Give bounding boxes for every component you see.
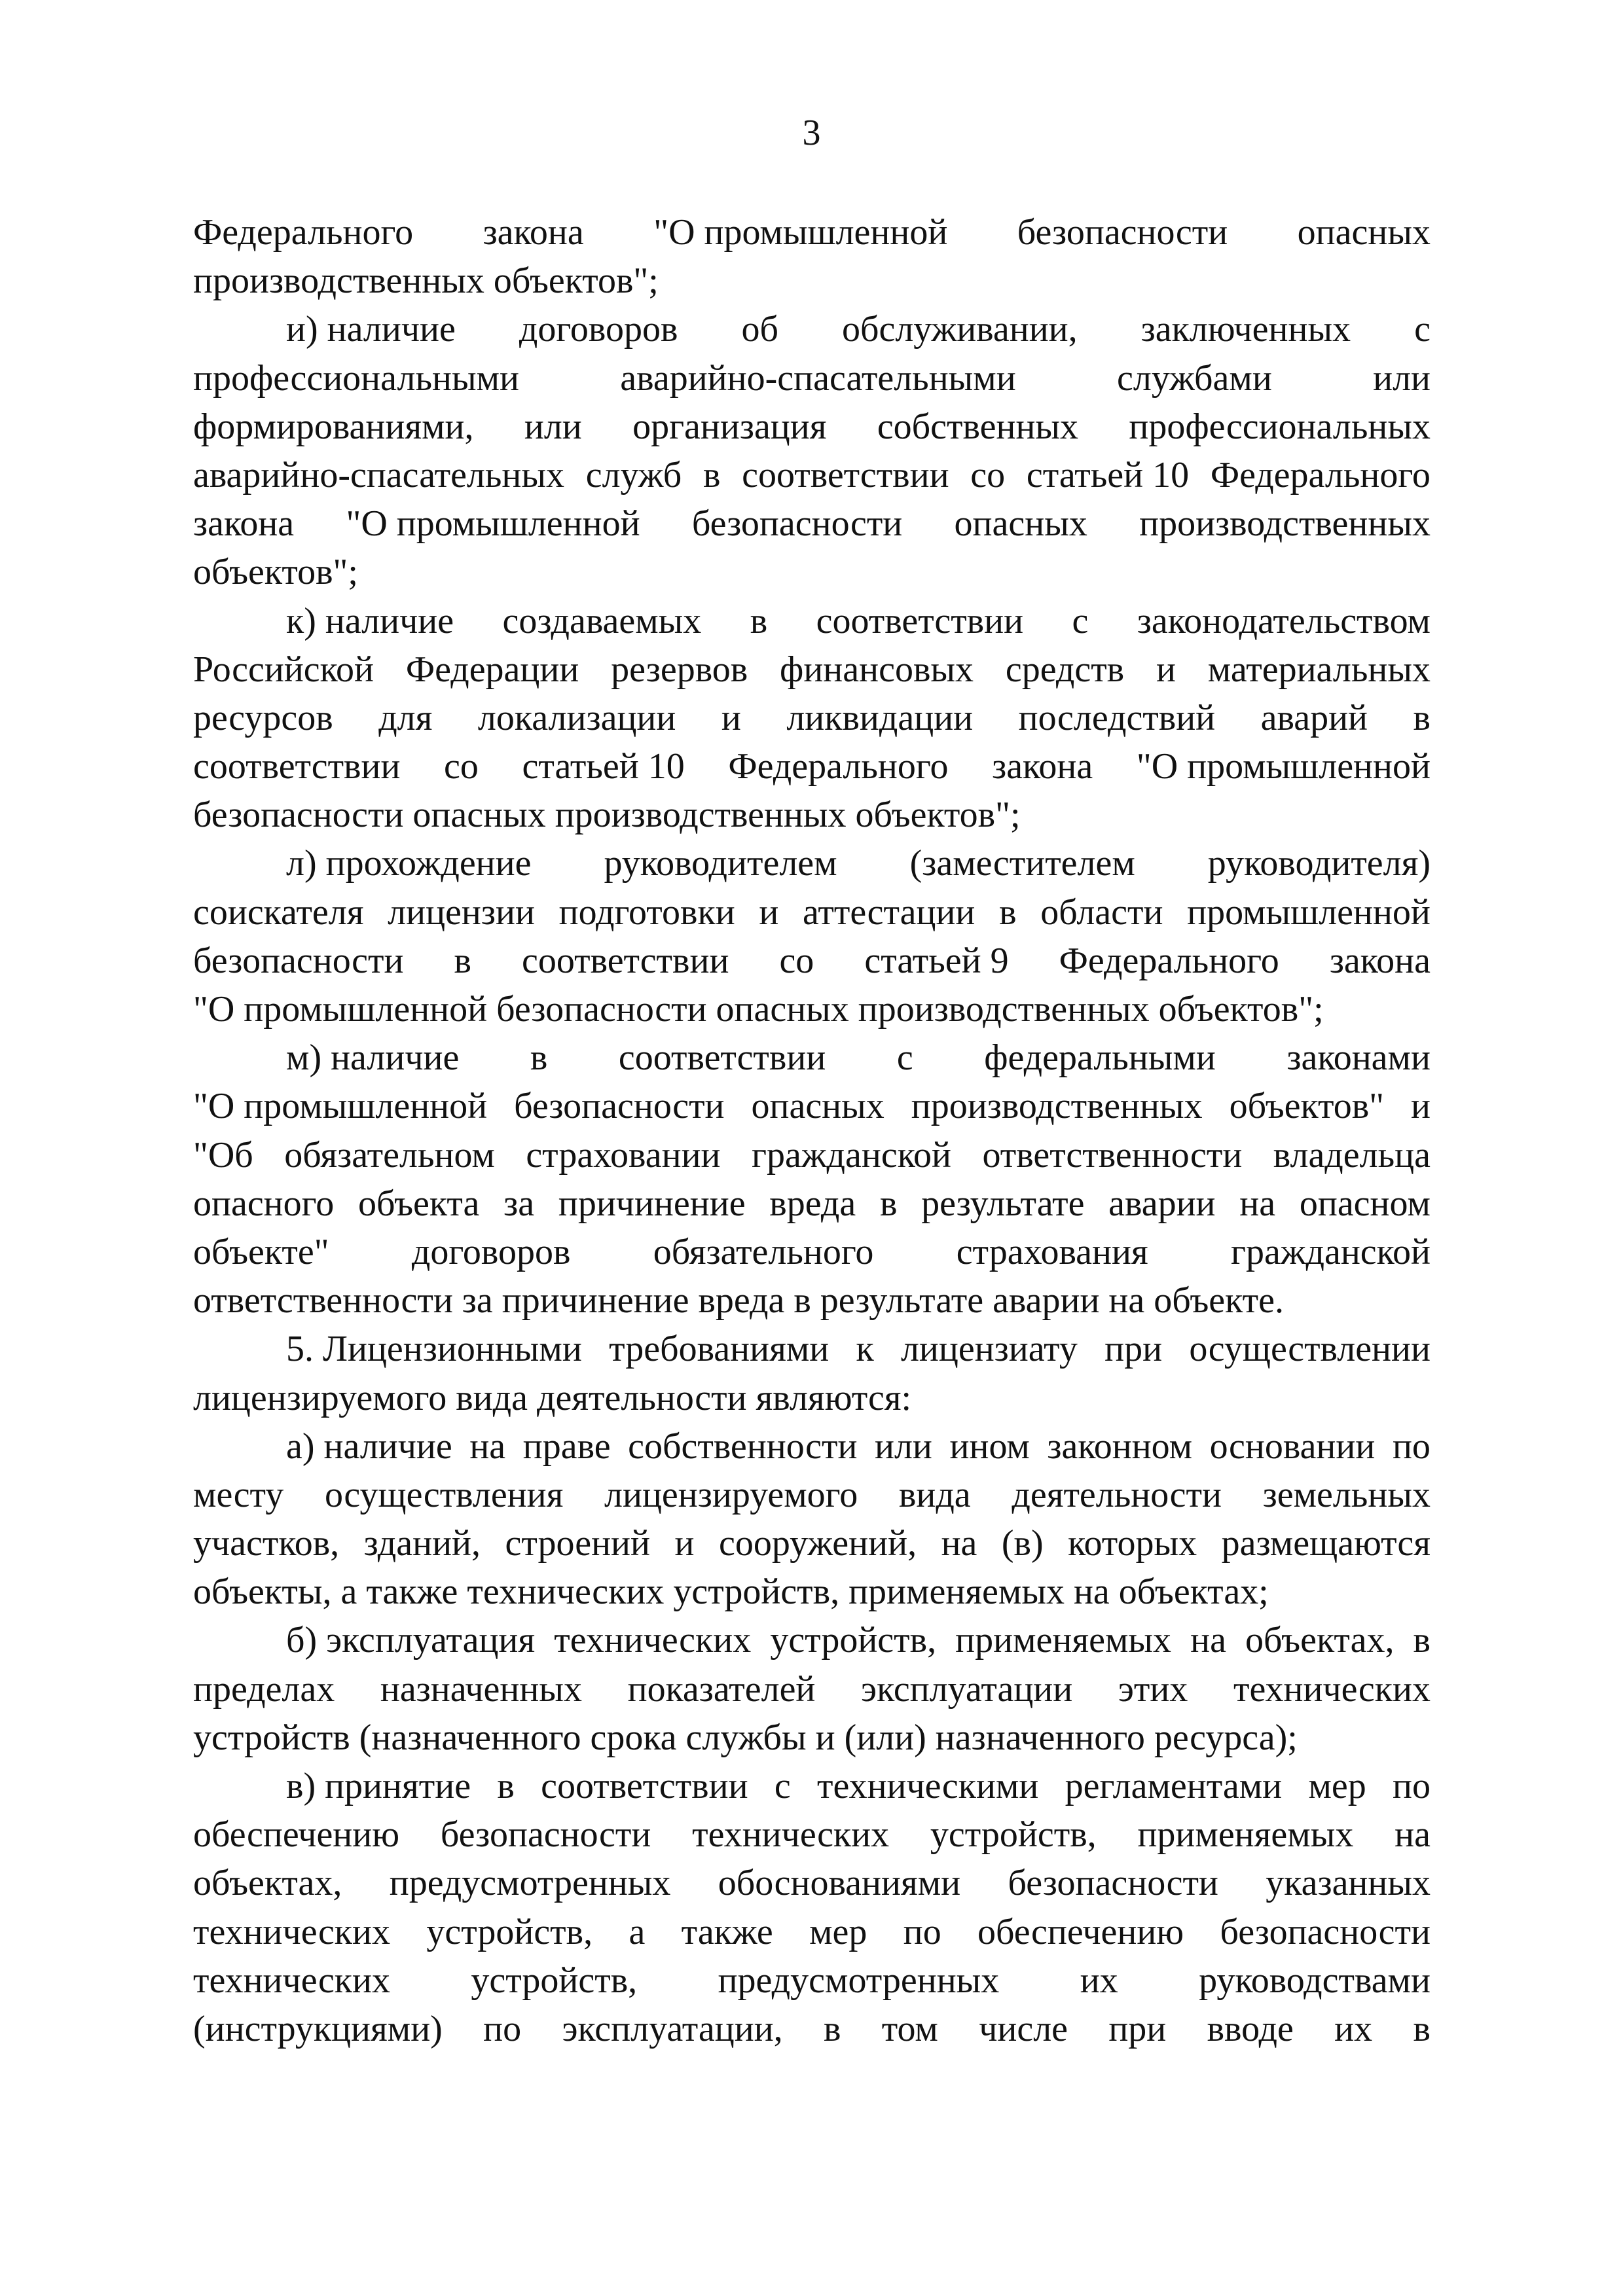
text-segment: устройств (назначенного срока службы и (или) назначенного ресурса);: [193, 1717, 1298, 1758]
text-segment: вида: [898, 1474, 971, 1515]
text-segment: устройств,: [471, 1960, 638, 2001]
text-line: [193, 1179, 1431, 1228]
text-segment: технических: [1233, 1668, 1431, 1710]
text-line: [193, 305, 1431, 353]
text-segment: предусмотренных: [718, 1960, 1000, 2001]
text-segment: результате: [921, 1183, 1085, 1224]
text-segment: опасных: [751, 1086, 884, 1127]
text-segment: резервов: [611, 649, 748, 690]
text-line: [193, 354, 1431, 403]
text-segment: безопасности: [193, 940, 404, 981]
text-segment: безопасности: [691, 503, 903, 545]
text-segment: обслуживании,: [841, 309, 1078, 350]
text-segment: безопасности: [1220, 1911, 1431, 1952]
text-segment: средств: [1005, 649, 1125, 690]
text-segment: лицензируемого: [604, 1474, 858, 1515]
text-segment: аварийно-спасательных: [193, 454, 564, 495]
text-line: [193, 1762, 1431, 1810]
text-segment: в: [823, 2008, 841, 2049]
text-segment: показателей: [627, 1668, 816, 1710]
text-segment: по: [483, 2008, 522, 2049]
text-segment: профессиональными: [193, 357, 519, 399]
text-line: [193, 548, 1431, 596]
text-segment: том: [881, 2008, 938, 2049]
text-segment: л) прохождение: [286, 843, 532, 884]
text-line: [193, 2005, 1431, 2053]
text-segment: организация: [632, 406, 827, 447]
text-segment: технических: [554, 1620, 752, 1661]
text-segment: или: [1373, 357, 1431, 399]
text-segment: размещаются: [1221, 1523, 1431, 1564]
text-segment: (заместителем: [909, 843, 1135, 884]
text-segment: объектов";: [193, 552, 358, 593]
text-line: [193, 1033, 1431, 1082]
text-segment: со: [779, 940, 814, 981]
text-segment: соответствии: [742, 454, 949, 495]
text-segment: производственных: [911, 1086, 1203, 1127]
text-line: [193, 597, 1431, 645]
text-segment: производственных объектов";: [193, 260, 659, 302]
page-number: 3: [802, 113, 821, 153]
text-segment: закона: [1329, 940, 1431, 981]
text-line: [193, 1859, 1431, 1907]
text-segment: ресурсов: [193, 697, 333, 738]
text-line: [193, 1810, 1431, 1859]
text-segment: мер: [809, 1911, 867, 1952]
text-segment: страховании: [526, 1134, 721, 1175]
text-segment: за: [503, 1183, 535, 1224]
text-segment: объекты, а также технических устройств, применяемых на объектах;: [193, 1571, 1269, 1613]
text-segment: указанных: [1266, 1863, 1431, 1904]
text-segment: обязательного: [653, 1231, 874, 1272]
text-segment: служб: [585, 454, 682, 495]
text-segment: руководителем: [604, 843, 837, 884]
text-segment: деятельности: [1012, 1474, 1222, 1515]
text-segment: с: [1414, 309, 1431, 350]
text-segment: страхования: [956, 1231, 1148, 1272]
text-segment: осуществлении: [1189, 1329, 1431, 1370]
text-segment: устройств,: [770, 1620, 937, 1661]
text-segment: ответственности: [982, 1134, 1243, 1175]
text-segment: профессиональных: [1129, 406, 1431, 447]
text-segment: Федерального: [193, 212, 414, 253]
text-segment: в: [702, 454, 721, 495]
text-line: [193, 451, 1431, 499]
text-segment: соответствии: [193, 746, 401, 787]
text-segment: соответствии: [618, 1037, 826, 1079]
text-segment: б) эксплуатация: [286, 1620, 536, 1661]
text-segment: статьей 9: [864, 940, 1009, 981]
text-line: [193, 1422, 1431, 1471]
text-segment: и: [1156, 649, 1176, 690]
text-segment: месту: [193, 1474, 284, 1515]
text-segment: области: [1040, 891, 1163, 933]
text-segment: последствий: [1018, 697, 1216, 738]
text-segment: строений: [505, 1523, 650, 1564]
text-segment: формированиями,: [193, 406, 474, 447]
text-segment: числе: [979, 2008, 1068, 2049]
text-segment: этих: [1118, 1668, 1188, 1710]
text-segment: также: [681, 1911, 773, 1952]
text-segment: в: [497, 1766, 515, 1806]
text-segment: в: [530, 1037, 548, 1079]
text-segment: технических: [193, 1911, 390, 1952]
text-segment: соответствии: [816, 600, 1024, 641]
text-segment: законами: [1286, 1037, 1431, 1079]
text-segment: обеспечению: [193, 1814, 400, 1856]
text-segment: локализации: [477, 697, 676, 738]
text-segment: к) наличие: [286, 600, 454, 641]
text-segment: безопасности: [1017, 212, 1228, 253]
text-segment: по: [1393, 1766, 1431, 1806]
text-segment: "О промышленной: [346, 503, 640, 545]
text-line: [193, 1325, 1431, 1373]
text-segment: "О промышленной: [653, 212, 948, 253]
text-segment: аттестации: [803, 891, 976, 933]
text-segment: опасном: [1299, 1183, 1431, 1224]
text-segment: их: [1334, 2008, 1373, 2049]
text-segment: Федерального: [1059, 940, 1279, 981]
text-segment: или: [875, 1426, 932, 1467]
text-segment: техническими: [816, 1766, 1039, 1806]
text-segment: мер: [1308, 1766, 1366, 1806]
text-segment: на: [941, 1523, 977, 1564]
text-segment: (инструкциями): [193, 2008, 443, 2049]
text-segment: лицензии: [388, 891, 535, 933]
text-segment: закона: [992, 746, 1093, 787]
text-segment: вводе: [1207, 2008, 1294, 2049]
text-segment: опасных: [1297, 212, 1431, 253]
text-segment: в: [454, 940, 471, 981]
text-segment: в: [999, 891, 1017, 933]
text-segment: регламентами: [1065, 1766, 1283, 1806]
text-segment: владельца: [1273, 1134, 1431, 1175]
text-segment: объектах,: [193, 1863, 342, 1904]
text-segment: зданий,: [363, 1523, 481, 1564]
text-segment: со: [444, 746, 479, 787]
text-line: [193, 499, 1431, 548]
text-segment: вреда: [769, 1183, 856, 1224]
text-segment: на: [469, 1426, 506, 1467]
text-segment: безопасности: [1008, 1863, 1218, 1904]
text-segment: руководствами: [1199, 1960, 1431, 2001]
text-segment: ином: [949, 1426, 1030, 1467]
text-segment: материальных: [1207, 649, 1431, 690]
text-segment: эксплуатации,: [562, 2008, 783, 2049]
text-segment: об: [741, 309, 778, 350]
text-segment: соответствии: [521, 940, 729, 981]
text-segment: в: [1413, 697, 1431, 738]
text-segment: лицензируемого вида деятельности являются:: [193, 1377, 912, 1418]
text-line: [193, 985, 1431, 1033]
text-segment: для: [378, 697, 433, 738]
text-segment: опасного: [193, 1183, 335, 1224]
text-segment: и: [1411, 1086, 1431, 1127]
text-segment: Федерального: [1210, 454, 1431, 495]
text-segment: создаваемых: [502, 600, 702, 641]
text-segment: аварий: [1260, 697, 1368, 738]
text-segment: предусмотренных: [389, 1863, 671, 1904]
text-line: [193, 742, 1431, 791]
text-segment: производственных: [1139, 503, 1431, 545]
text-line: [193, 1908, 1431, 1956]
text-line: [193, 1082, 1431, 1130]
document-body: [193, 208, 1431, 2053]
text-segment: со: [970, 454, 1006, 495]
text-line: [193, 1374, 1431, 1422]
text-segment: с: [1072, 600, 1089, 641]
text-segment: обязательном: [284, 1134, 495, 1175]
text-segment: сооружений,: [718, 1523, 917, 1564]
text-segment: ответственности за причинение вреда в результате аварии на объекте.: [193, 1280, 1284, 1321]
text-segment: и) наличие: [286, 309, 456, 350]
text-segment: по: [1392, 1426, 1431, 1467]
text-line: [193, 937, 1431, 985]
text-segment: аварии: [1108, 1183, 1216, 1224]
text-segment: устройств,: [930, 1814, 1097, 1856]
text-segment: гражданской: [1230, 1231, 1431, 1272]
text-segment: или: [524, 406, 582, 447]
text-segment: промышленной: [1187, 891, 1431, 933]
text-segment: и: [759, 891, 779, 933]
text-line: [193, 694, 1431, 742]
text-segment: соответствии: [541, 1766, 748, 1806]
text-segment: финансовых: [780, 649, 974, 690]
text-segment: при: [1108, 2008, 1167, 2049]
text-line: [193, 208, 1431, 257]
text-segment: законодательством: [1137, 600, 1431, 641]
text-segment: пределах: [193, 1668, 335, 1710]
text-segment: объектов": [1229, 1086, 1385, 1127]
text-segment: в) принятие: [286, 1766, 471, 1806]
text-line: [193, 1519, 1431, 1568]
text-segment: статьей 10: [1026, 454, 1190, 495]
text-segment: Федерального: [728, 746, 949, 787]
text-segment: гражданской: [752, 1134, 952, 1175]
text-segment: собственных: [877, 406, 1079, 447]
text-segment: с: [896, 1037, 913, 1079]
text-line: [193, 888, 1431, 937]
text-segment: технических: [692, 1814, 890, 1856]
text-segment: а) наличие: [286, 1426, 452, 1467]
text-segment: и: [674, 1523, 695, 1564]
text-segment: в: [879, 1183, 898, 1224]
text-segment: в: [1413, 2008, 1431, 2049]
text-segment: Российской: [193, 649, 374, 690]
text-segment: применяемых: [1137, 1814, 1354, 1856]
text-line: [193, 1471, 1431, 1519]
text-segment: осуществления: [324, 1474, 564, 1515]
text-segment: причинение: [558, 1183, 746, 1224]
text-segment: эксплуатации: [861, 1668, 1073, 1710]
text-line: [193, 791, 1431, 839]
text-segment: договоров: [519, 309, 678, 350]
text-line: [193, 1568, 1431, 1616]
text-segment: договоров: [411, 1231, 571, 1272]
text-line: [193, 645, 1431, 694]
text-segment: с: [774, 1766, 791, 1806]
text-segment: объекта: [357, 1183, 480, 1224]
text-segment: "Об: [193, 1134, 253, 1175]
text-line: [193, 403, 1431, 451]
text-segment: "О промышленной: [193, 1086, 488, 1127]
text-segment: м) наличие: [286, 1037, 460, 1079]
text-segment: требованиями: [609, 1329, 830, 1370]
text-segment: объектах,: [1245, 1620, 1395, 1661]
text-segment: заключенных: [1140, 309, 1351, 350]
text-line: [193, 1956, 1431, 2005]
text-segment: в: [1413, 1620, 1431, 1661]
text-segment: подготовки: [558, 891, 735, 933]
text-segment: 5. Лицензионными: [286, 1329, 582, 1370]
text-segment: объекте": [193, 1231, 329, 1272]
text-segment: соискателя: [193, 891, 364, 933]
text-segment: закона: [193, 503, 295, 545]
text-segment: "О промышленной безопасности опасных производственных объектов";: [193, 989, 1324, 1030]
text-line: [193, 257, 1431, 305]
text-segment: статьей 10: [522, 746, 685, 787]
text-segment: к: [856, 1329, 874, 1370]
text-line: [193, 1131, 1431, 1179]
text-segment: ликвидации: [786, 697, 974, 738]
text-segment: безопасности: [514, 1086, 725, 1127]
text-segment: и: [721, 697, 741, 738]
text-line: [193, 1276, 1431, 1325]
text-segment: (в): [1001, 1523, 1044, 1564]
text-line: [193, 839, 1431, 888]
text-segment: назначенных: [380, 1668, 582, 1710]
text-segment: безопасности опасных производственных объектов";: [193, 795, 1021, 836]
text-segment: собственности: [628, 1426, 858, 1467]
text-line: [193, 1713, 1431, 1762]
text-segment: аварийно-спасательными: [620, 357, 1016, 399]
text-segment: по: [903, 1911, 941, 1952]
text-line: [193, 1665, 1431, 1713]
text-segment: на: [1190, 1620, 1226, 1661]
text-segment: руководителя): [1207, 843, 1431, 884]
text-segment: "О промышленной: [1136, 746, 1431, 787]
text-segment: в: [750, 600, 768, 641]
text-segment: обеспечению: [977, 1911, 1184, 1952]
text-segment: опасных: [954, 503, 1087, 545]
text-segment: устройств,: [426, 1911, 593, 1952]
text-segment: которых: [1068, 1523, 1197, 1564]
text-segment: а: [629, 1911, 646, 1952]
text-segment: основании: [1209, 1426, 1376, 1467]
text-segment: праве: [522, 1426, 611, 1467]
text-segment: Федерации: [405, 649, 579, 690]
text-line: [193, 1228, 1431, 1276]
text-segment: при: [1104, 1329, 1163, 1370]
text-segment: на: [1395, 1814, 1431, 1856]
text-segment: обоснованиями: [718, 1863, 961, 1904]
text-segment: на: [1239, 1183, 1276, 1224]
text-segment: федеральными: [984, 1037, 1216, 1079]
text-segment: закона: [483, 212, 584, 253]
text-segment: участков,: [193, 1523, 340, 1564]
text-segment: земельных: [1262, 1474, 1431, 1515]
text-line: [193, 1616, 1431, 1664]
text-segment: службами: [1117, 357, 1272, 399]
text-segment: применяемых: [955, 1620, 1172, 1661]
text-segment: лицензиату: [900, 1329, 1078, 1370]
text-segment: технических: [193, 1960, 390, 2001]
text-segment: законном: [1047, 1426, 1193, 1467]
text-segment: безопасности: [440, 1814, 651, 1856]
text-segment: их: [1080, 1960, 1118, 2001]
